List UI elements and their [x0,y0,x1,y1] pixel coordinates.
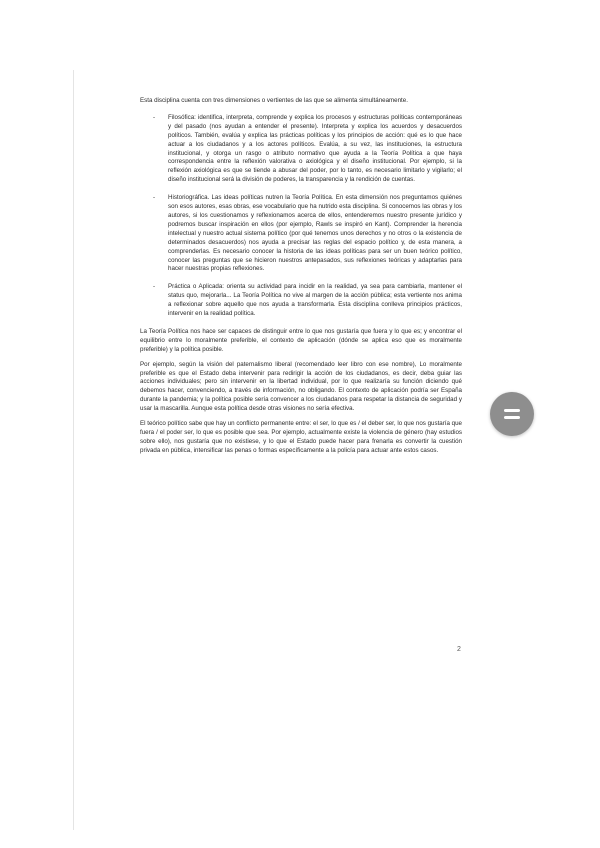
document-page [140,97,462,462]
menu-icon [504,409,520,412]
page-left-edge [73,70,74,830]
list-item-text: Filosófica: identifica, interpreta, comprende y explica los procesos y estructuras políticas contemporáneas y del pasado (nos ayudan a entender el presente). Interpreta y explica los acuerdos y desacuerdos políticos. También, evalúa y explica las prácticas políticas y los principios de acción: qué es lo que hace actuar a los ciudadanos y a los actores políticos. Evalúa, a su vez, las instituciones, la estructura institucional, y otorga un rasgo o atributo normativo que ayuda a la Teoría Política a que haya correspondencia entre la reflexión valorativa o axiológica y el diseño institucional. Por ejemplo, si la reflexión axiológica es que se tiende a abusar del poder, por lo tanto, es necesario limitarlo y vigilarlo; el diseño institucional será la división de poderes, la transparencia y la rendición de cuentas. [168,113,462,184]
list-item-text: Práctica o Aplicada: orienta su actividad para incidir en la realidad, ya sea para cambiarla, mantener el status quo, mejorarla... La Teoría Política no vive al margen de la acción pública; esta vertiente nos anima a reflexionar sobre aquello que nos ayuda a transformarla. Esta disciplina conlleva principios prácticos, intervenir en la realidad política. [168,283,462,318]
body-paragraph-2: Por ejemplo, según la visión del paternalismo liberal (recomendado leer libro con ese nombre), Lo moralmente preferible es que el Estado deba intervenir para redirigir la acción de los ciudadanos, es decir, deba guiar las acciones individuales; pero sin intervenir en la libertad individual, por lo que realizaría su función diciendo qué debemos hacer, convenciendo, a través de información, no obligando. El contexto de aplicación podría ser España durante la pandemia; y la política posible sería convencer a los ciudadanos para respetar la distancia de seguridad y usar la mascarilla. Aunque esta política desde otras visiones no sería efectiva. [140,360,462,413]
menu-icon [504,416,520,419]
list-item-historiografica [140,194,462,274]
list-item-text: Historiográfica. Las ideas políticas nutren la Teoría Política. En esta dimensión nos preguntamos quiénes son esos autores, esas obras, ese vocabulario que ha nutrido esta disciplina. Si conocemos las obras y los autores, si los cuestionamos y reflexionamos acerca de ellos, entenderemos nuestro presente jurídico y podremos buscar inspiración en ellos (por ejemplo, Rawls se inspiró en Kant). Comprender la herencia intelectual y nuestro actual sistema político (por qué tenemos unos derechos y no otros o la existencia de determinados desacuerdos) nos ayuda a precisar las reglas del espacio político y, de esta manera, a comprenderlas. Es necesario conocer la historia de las ideas políticas para ser un buen teórico político, conocer las preguntas que se hicieron nuestros antepasados, sus reflexiones teóricas y adaptarlas para hacer nuestras propias reflexiones. [168,194,462,273]
list-item-practica [140,283,462,319]
list-dash: - [153,194,156,202]
list-dash: - [153,113,156,121]
body-paragraph-3: El teórico político sabe que hay un conflicto permanente entre: el ser, lo que es / el deber ser, lo que nos gustaría que fuera / el poder ser, lo que es posible que sea. Por ejemplo, actualmente existe la violencia de género (hay estudios sobre ello), nos gustaría que no existiese, y lo que el Estado puede hacer para frenarla es convertir la cuestión privada en pública, intensificar las penas o formas específicamente a la policía para actuar ante estos casos. [140,420,462,454]
body-paragraph-1: La Teoría Política nos hace ser capaces de distinguir entre lo que nos gustaría que fuera y lo que es; y encontrar el equilibrio entre lo moralmente preferible, el contexto de aplicación (dónde se aplica eso que es moralmente preferible) y la política posible. [140,327,462,353]
list-dash: - [153,283,156,291]
intro-paragraph: Esta disciplina cuenta con tres dimensiones o vertientes de las que se alimenta simultáneamente. [140,97,408,104]
page-number: 2 [457,646,461,653]
menu-button[interactable] [490,392,534,436]
dimensions-list [140,114,462,319]
list-item-filosofica [140,114,462,185]
